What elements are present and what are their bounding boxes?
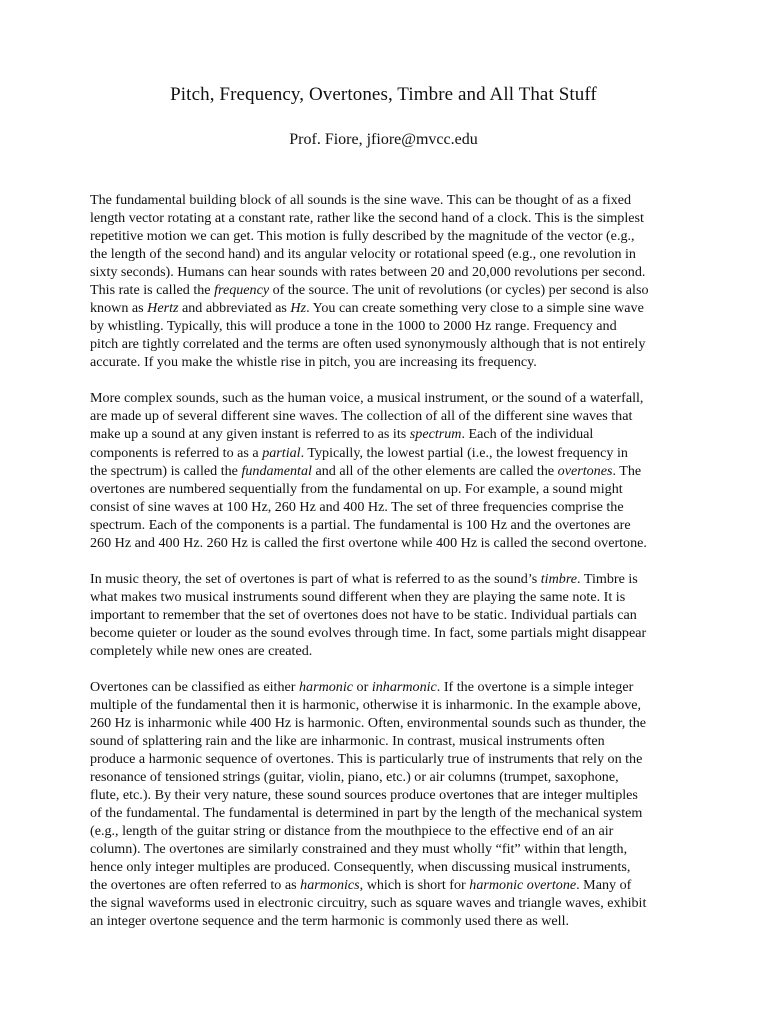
text-line bbox=[90, 606, 677, 624]
text-line bbox=[90, 498, 677, 516]
text-line bbox=[90, 281, 677, 299]
text-line bbox=[90, 804, 677, 822]
text-line bbox=[90, 894, 677, 912]
italic-term: fundamental bbox=[241, 462, 312, 479]
italic-term: frequency bbox=[214, 282, 270, 299]
text-line bbox=[90, 353, 677, 371]
text-run: This rate is called the bbox=[90, 282, 215, 299]
text-line bbox=[90, 858, 677, 876]
paragraph bbox=[90, 389, 677, 551]
text-run: (e.g., length of the guitar string or distance from the mouthpiece to the effective end of an air bbox=[90, 823, 614, 840]
text-run: components is referred to as a bbox=[90, 444, 263, 461]
text-run: column). The overtones are similarly constrained and they must wholly “fit” within that length, bbox=[90, 841, 628, 858]
text-line bbox=[90, 912, 677, 930]
text-line bbox=[90, 786, 677, 804]
text-line bbox=[90, 714, 677, 732]
text-run: sound of splattering rain and the like are inharmonic. In contrast, musical instruments often bbox=[90, 732, 605, 749]
text-line bbox=[90, 480, 677, 498]
text-run: resonance of tensioned strings (guitar, violin, piano, etc.) or air columns (trumpet, saxophone, bbox=[90, 769, 619, 786]
text-run: what makes two musical instruments sound different when they are playing the same note. It is bbox=[90, 588, 626, 605]
text-run: the overtones are often referred to as bbox=[90, 877, 301, 894]
text-line bbox=[90, 678, 677, 696]
text-line bbox=[90, 840, 677, 858]
text-line bbox=[90, 876, 677, 894]
text-run: the length of the second hand) and its angular velocity or rotational speed (e.g., one revolution in bbox=[90, 246, 636, 263]
text-run: The fundamental building block of all sounds is the sine wave. This can be thought of as a fixed bbox=[90, 192, 632, 208]
document-title: Pitch, Frequency, Overtones, Timbre and All That Stuff bbox=[170, 84, 597, 105]
text-line bbox=[90, 750, 677, 768]
text-line bbox=[90, 263, 677, 281]
text-run: of the fundamental. The fundamental is determined in part by the length of the mechanical system bbox=[90, 805, 643, 822]
text-run: 260 Hz is inharmonic while 400 Hz is harmonic. Often, environmental sounds such as thunder, the bbox=[90, 714, 647, 731]
text-line bbox=[90, 768, 677, 786]
italic-term: partial bbox=[262, 444, 301, 461]
text-run: accurate. If you make the whistle rise in pitch, you are increasing its frequency. bbox=[90, 354, 537, 371]
text-run: . Many of bbox=[576, 877, 632, 894]
text-run: completely while new ones are created. bbox=[90, 642, 313, 659]
text-run: length vector rotating at a constant rate, rather like the second hand of a clock. This is the simplest bbox=[90, 210, 644, 227]
text-run: Overtones can be classified as either bbox=[90, 678, 299, 695]
text-line bbox=[90, 227, 677, 245]
text-line bbox=[90, 389, 677, 407]
text-run: . Typically, the lowest partial (i.e., the lowest frequency in bbox=[300, 444, 628, 461]
text-line bbox=[90, 191, 677, 209]
text-run: repetitive motion we can get. This motion is fully described by the magnitude of the vector (e.g., bbox=[90, 228, 635, 245]
text-run: 260 Hz and 400 Hz. 260 Hz is called the first overtone while 400 Hz is called the second overtone. bbox=[90, 534, 647, 551]
text-run: . Timbre is bbox=[577, 570, 638, 587]
italic-term: Hertz bbox=[147, 300, 179, 317]
text-run: . Each of the individual bbox=[461, 426, 594, 443]
text-line bbox=[90, 444, 677, 462]
paragraph bbox=[90, 570, 677, 660]
text-line bbox=[90, 335, 677, 353]
text-run: , which is short for bbox=[359, 877, 470, 894]
text-line bbox=[90, 588, 677, 606]
text-line bbox=[90, 624, 677, 642]
text-run: and all of the other elements are called the bbox=[311, 462, 558, 479]
text-line bbox=[90, 245, 677, 263]
paragraph bbox=[90, 191, 677, 371]
text-run: More complex sounds, such as the human voice, a musical instrument, or the sound of a waterfall, bbox=[90, 390, 644, 407]
text-run: produce a harmonic sequence of overtones. This is particularly true of instruments that rely on the bbox=[90, 750, 643, 767]
text-line bbox=[90, 696, 677, 714]
document-body bbox=[90, 191, 677, 930]
text-run: the signal waveforms used in electronic circuitry, such as square waves and triangle waves, exhibit bbox=[90, 895, 647, 912]
text-line bbox=[90, 516, 677, 534]
italic-term: spectrum bbox=[409, 426, 462, 443]
text-line bbox=[90, 642, 677, 660]
text-run: by whistling. Typically, this will produce a tone in the 1000 to 2000 Hz range. Frequency and bbox=[90, 318, 617, 335]
text-line bbox=[90, 425, 677, 443]
text-line bbox=[90, 822, 677, 840]
text-run: and abbreviated as bbox=[178, 300, 291, 317]
text-run: overtones are numbered sequentially from the fundamental on up. For example, a sound might bbox=[90, 480, 623, 497]
text-run: become quieter or louder as the sound evolves through time. In fact, some partials might disappear bbox=[90, 624, 647, 641]
text-run: the spectrum) is called the bbox=[90, 462, 242, 479]
text-run: of the source. The unit of revolutions (or cycles) per second is also bbox=[269, 282, 649, 299]
paragraph bbox=[90, 678, 677, 931]
italic-term: harmonic bbox=[298, 678, 354, 695]
italic-term: harmonic overtone bbox=[469, 877, 577, 894]
text-run: flute, etc.). By their very nature, these sound sources produce overtones that are integer multiples bbox=[90, 787, 638, 804]
text-run: pitch are tightly correlated and the terms are often used synonymously although that is not entirely bbox=[90, 336, 646, 353]
text-line bbox=[90, 209, 677, 227]
text-run: known as bbox=[90, 300, 148, 317]
text-run: make up a sound at any given instant is referred to as its bbox=[90, 426, 410, 443]
italic-term: harmonics bbox=[300, 877, 360, 894]
text-run: are made up of several different sine waves. The collection of all of the different sine waves that bbox=[90, 408, 633, 425]
text-run: hence only integer multiples are produced. Consequently, when discussing musical instruments, bbox=[90, 859, 631, 876]
text-line bbox=[90, 732, 677, 750]
text-line bbox=[90, 299, 677, 317]
italic-term: inharmonic bbox=[371, 678, 437, 695]
text-run: In music theory, the set of overtones is part of what is referred to as the sound’s bbox=[90, 570, 541, 587]
text-run: sixty seconds). Humans can hear sounds with rates between 20 and 20,000 revolutions per second. bbox=[90, 264, 646, 281]
text-run: an integer overtone sequence and the term harmonic is commonly used there as well. bbox=[90, 913, 570, 930]
author-line: Prof. Fiore, jfiore@mvcc.edu bbox=[289, 131, 478, 148]
text-run: . If the overtone is a simple integer bbox=[436, 678, 634, 695]
text-line bbox=[90, 534, 677, 552]
italic-term: Hz bbox=[290, 300, 307, 317]
text-run: or bbox=[353, 678, 372, 695]
text-run: . You can create something very close to a simple sine wave bbox=[306, 300, 644, 317]
text-run: spectrum. Each of the components is a partial. The fundamental is 100 Hz and the overtones are bbox=[90, 516, 631, 533]
text-run: multiple of the fundamental then it is harmonic, otherwise it is inharmonic. In the example above, bbox=[90, 696, 642, 713]
text-line bbox=[90, 462, 677, 480]
text-line bbox=[90, 407, 677, 425]
text-line bbox=[90, 570, 677, 588]
italic-term: overtones bbox=[557, 462, 613, 479]
text-run: . The bbox=[612, 462, 642, 479]
text-run: consist of sine waves at 100 Hz, 260 Hz and 400 Hz. The set of three frequencies comprise the bbox=[90, 498, 624, 515]
text-line bbox=[90, 317, 677, 335]
text-run: important to remember that the set of overtones does not have to be static. Individual partials can bbox=[90, 606, 637, 623]
italic-term: timbre bbox=[540, 570, 578, 587]
